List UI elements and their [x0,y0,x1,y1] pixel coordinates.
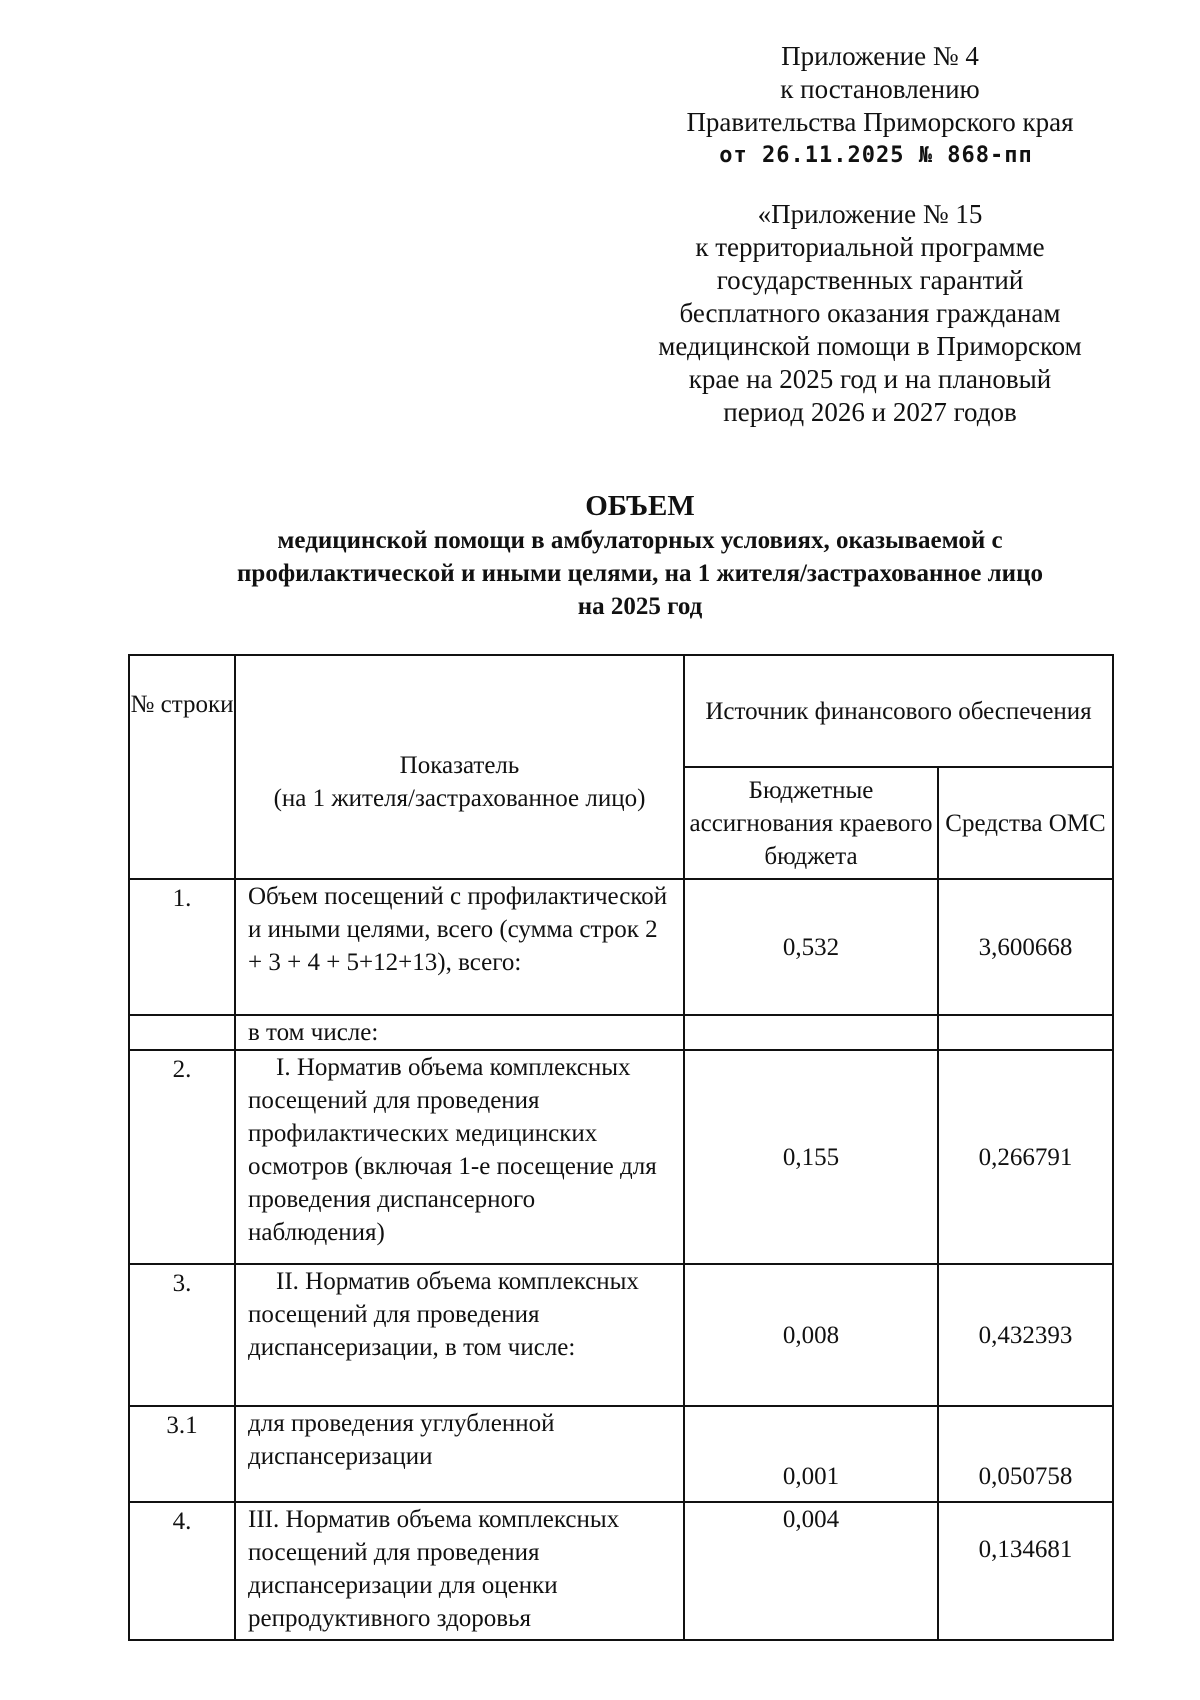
row-number: 3.1 [129,1406,235,1502]
row-indicator: в том числе: [235,1015,684,1050]
row-indicator: для проведения углубленной диспансеризации [235,1406,684,1502]
table-row [129,1406,1113,1502]
document-subtitle-line-3: на 2025 год [577,593,703,620]
row-budget-value [684,1015,938,1050]
appendix-government: Правительства Приморского края [686,107,1074,137]
table-row [129,1502,1113,1640]
header-row-number: № строки [129,655,235,879]
row-number: 3. [129,1264,235,1406]
row-oms-value: 0,266791 [938,1050,1113,1264]
appendix-reference [640,40,1120,172]
row-number [129,1015,235,1050]
appendix-number: Приложение № 4 [781,41,979,71]
program-line-2: к территориальной программе [695,232,1045,262]
header-oms: Средства ОМС [938,767,1113,879]
header-indicator-unit: (на 1 жителя/застрахованное лицо) [273,785,646,812]
row-oms-text: 0,050758 [978,1462,1073,1490]
header-indicator-title: Показатель [399,752,520,779]
row-budget-value [684,1406,938,1502]
program-line-3: государственных гарантий [716,265,1024,295]
row-number: 1. [129,879,235,1015]
row-oms-value [938,1502,1113,1640]
header-indicator [235,655,684,879]
program-line-6: крае на 2025 год и на плановый [688,364,1052,394]
row-budget-value: 0,004 [684,1502,938,1640]
table-row [129,1015,1113,1050]
document-title: ОБЪЕМ [585,490,695,522]
program-appendix-number: «Приложение № 15 [757,199,983,229]
row-indicator [235,1264,684,1406]
volume-table [128,654,1114,1641]
row-number: 4. [129,1502,235,1640]
header-budget: Бюджетные ассигнования краевого бюджета [684,767,938,879]
table-row [129,879,1113,1015]
header-funding-source: Источник финансового обеспечения [684,655,1113,767]
document-heading [100,488,1180,623]
row-number: 2. [129,1050,235,1264]
row-indicator-text: I. Норматив объема комплексных посещений для проведения профилактических медицинских осмотров (включая 1-е посещение для проведения диспансерного наблюдения) [248,1054,657,1246]
row-budget-value: 0,155 [684,1050,938,1264]
row-budget-value: 0,532 [684,879,938,1015]
row-indicator-text: II. Норматив объема комплексных посещений для проведения диспансеризации, в том числе: [248,1268,639,1361]
table-row [129,1050,1113,1264]
program-reference [620,198,1120,429]
program-line-5: медицинской помощи в Приморском [658,331,1082,361]
row-oms-value: 3,600668 [938,879,1113,1015]
row-indicator: Объем посещений с профилактической и иными целями, всего (сумма строк 2 + 3 + 4 + 5+12+13), всего: [235,879,684,1015]
resolution-date-stamp: от 26.11.2025 № 868-пп [719,143,1033,168]
row-budget-text: 0,001 [782,1462,840,1490]
appendix-to-resolution: к постановлению [780,74,980,104]
document-subtitle-line-1: медицинской помощи в амбулаторных условиях, оказываемой с [277,527,1003,554]
table-row [129,1264,1113,1406]
program-line-7: период 2026 и 2027 годов [723,397,1017,427]
row-indicator [235,1050,684,1264]
row-oms-text: 0,134681 [978,1536,1073,1563]
document-subtitle-line-2: профилактической и иными целями, на 1 жителя/застрахованное лицо [237,560,1043,587]
row-budget-value: 0,008 [684,1264,938,1406]
program-line-4: бесплатного оказания гражданам [679,298,1061,328]
row-oms-value [938,1406,1113,1502]
row-oms-value: 0,432393 [938,1264,1113,1406]
row-indicator: III. Норматив объема комплексных посещений для проведения диспансеризации для оценки репродуктивного здоровья [235,1502,684,1640]
row-oms-value [938,1015,1113,1050]
